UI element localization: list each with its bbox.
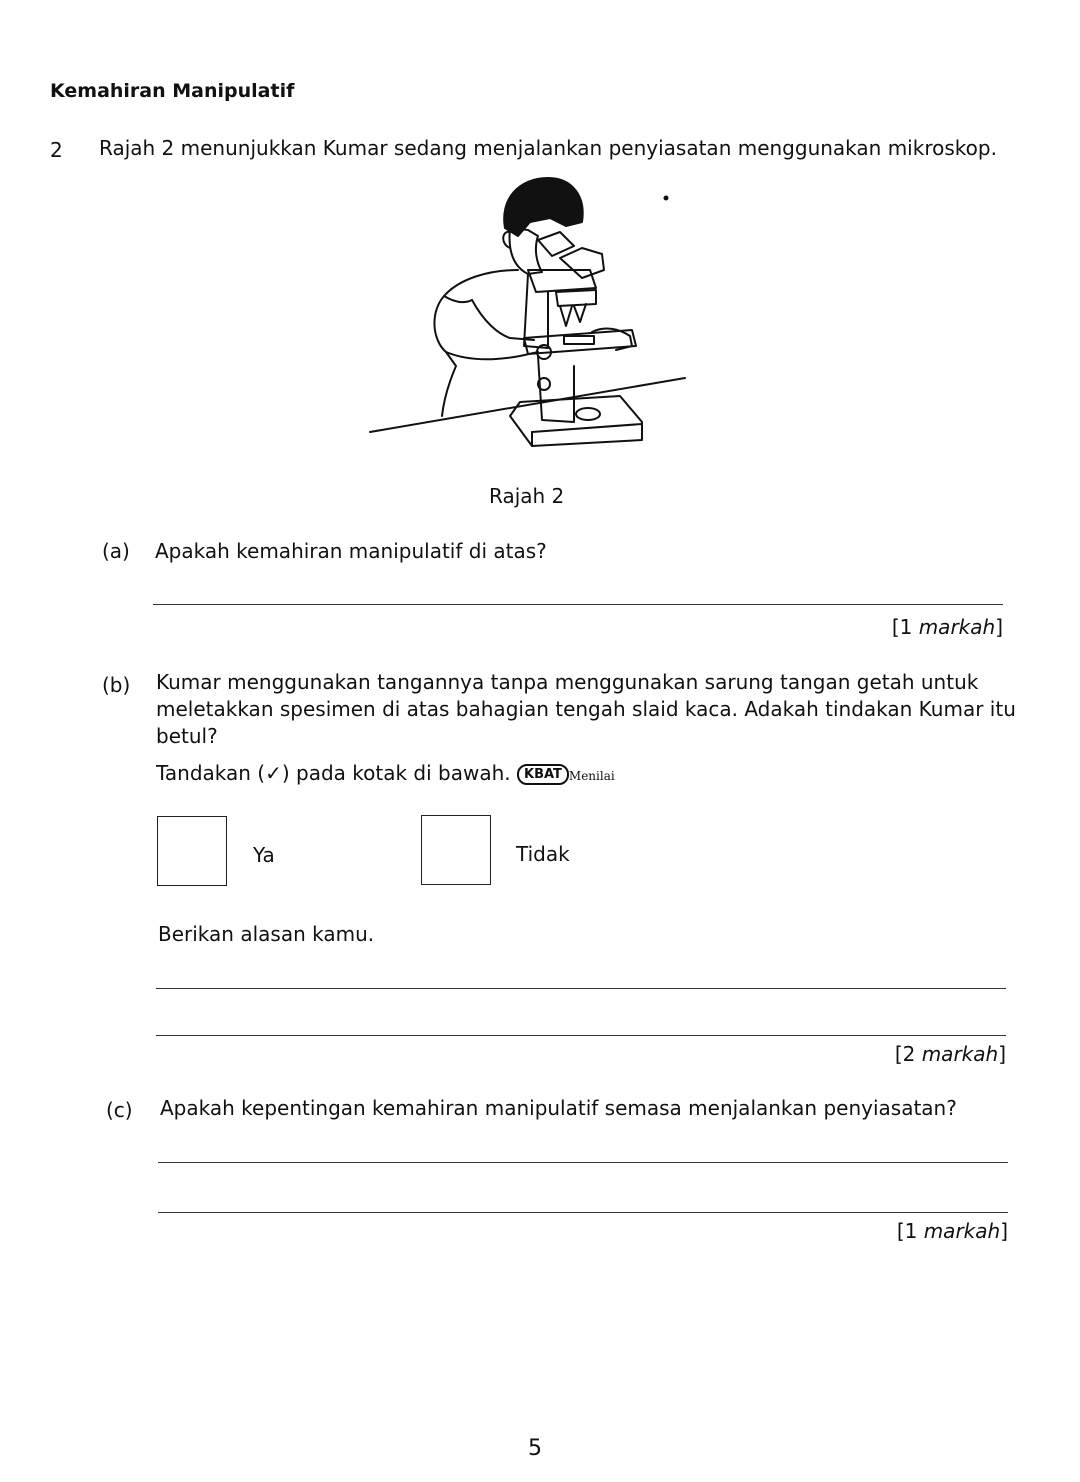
part-b-answer-line-2[interactable]: [156, 1035, 1006, 1036]
sleeve-line: [444, 296, 472, 302]
speck-dot: [665, 197, 668, 200]
section-title: Kemahiran Manipulatif: [50, 80, 295, 102]
part-b-marks: [2 markah]: [894, 1042, 1006, 1066]
part-c-label: (c): [106, 1098, 133, 1122]
part-c-marks: [1 markah]: [896, 1219, 1008, 1243]
part-b-answer-line-1[interactable]: [156, 988, 1006, 989]
part-a-label: (a): [102, 539, 130, 563]
shirt-back-line: [434, 270, 518, 416]
page-number: 5: [528, 1436, 542, 1461]
part-b-instruction: Tandakan (✓) pada kotak di bawah.: [156, 761, 511, 785]
part-a-question: Apakah kemahiran manipulatif di atas?: [155, 539, 547, 563]
part-c-answer-line-1[interactable]: [158, 1162, 1008, 1163]
part-c-question: Apakah kepentingan kemahiran manipulatif semasa menjalankan penyiasatan?: [160, 1096, 957, 1120]
part-b-reason-prompt: Berikan alasan kamu.: [158, 922, 375, 946]
part-a-marks: [1 markah]: [891, 615, 1003, 639]
eyepiece-right: [560, 248, 604, 278]
part-b-instruction-line: [156, 761, 615, 785]
figure-caption: Rajah 2: [489, 484, 565, 508]
question-number: 2: [50, 138, 63, 162]
part-c-answer-line-2[interactable]: [158, 1212, 1008, 1213]
left-arm-line: [446, 352, 538, 359]
hair-shape: [504, 178, 583, 236]
base-top-edge: [532, 424, 642, 432]
microscope-illustration: [360, 170, 700, 460]
microscope-base: [510, 396, 642, 446]
kbat-level: Menilai: [568, 769, 615, 783]
objective-lens-2: [574, 304, 586, 322]
part-a-answer-line[interactable]: [153, 604, 1003, 605]
option-ya-label: Ya: [253, 843, 275, 867]
option-tidak-label: Tidak: [516, 842, 570, 866]
objective-lens-1: [560, 306, 572, 326]
microscope-stage: [524, 330, 636, 354]
part-b-label: (b): [102, 673, 131, 697]
glass-slide: [564, 336, 594, 344]
question-text: Rajah 2 menunjukkan Kumar sedang menjalankan penyiasatan menggunakan mikroskop.: [99, 136, 997, 160]
checkbox-tidak[interactable]: [421, 815, 491, 885]
eyepiece-left: [538, 232, 574, 256]
checkbox-ya[interactable]: [157, 816, 227, 886]
light-source: [576, 408, 600, 420]
part-b-question: Kumar menggunakan tangannya tanpa menggunakan sarung tangan getah untuk meletakkan spesimen di atas bahagian tengah slaid kaca. Adakah tindakan Kumar itu betul?: [156, 670, 1016, 748]
kbat-badge: KBAT: [517, 764, 569, 785]
nosepiece: [556, 290, 596, 306]
